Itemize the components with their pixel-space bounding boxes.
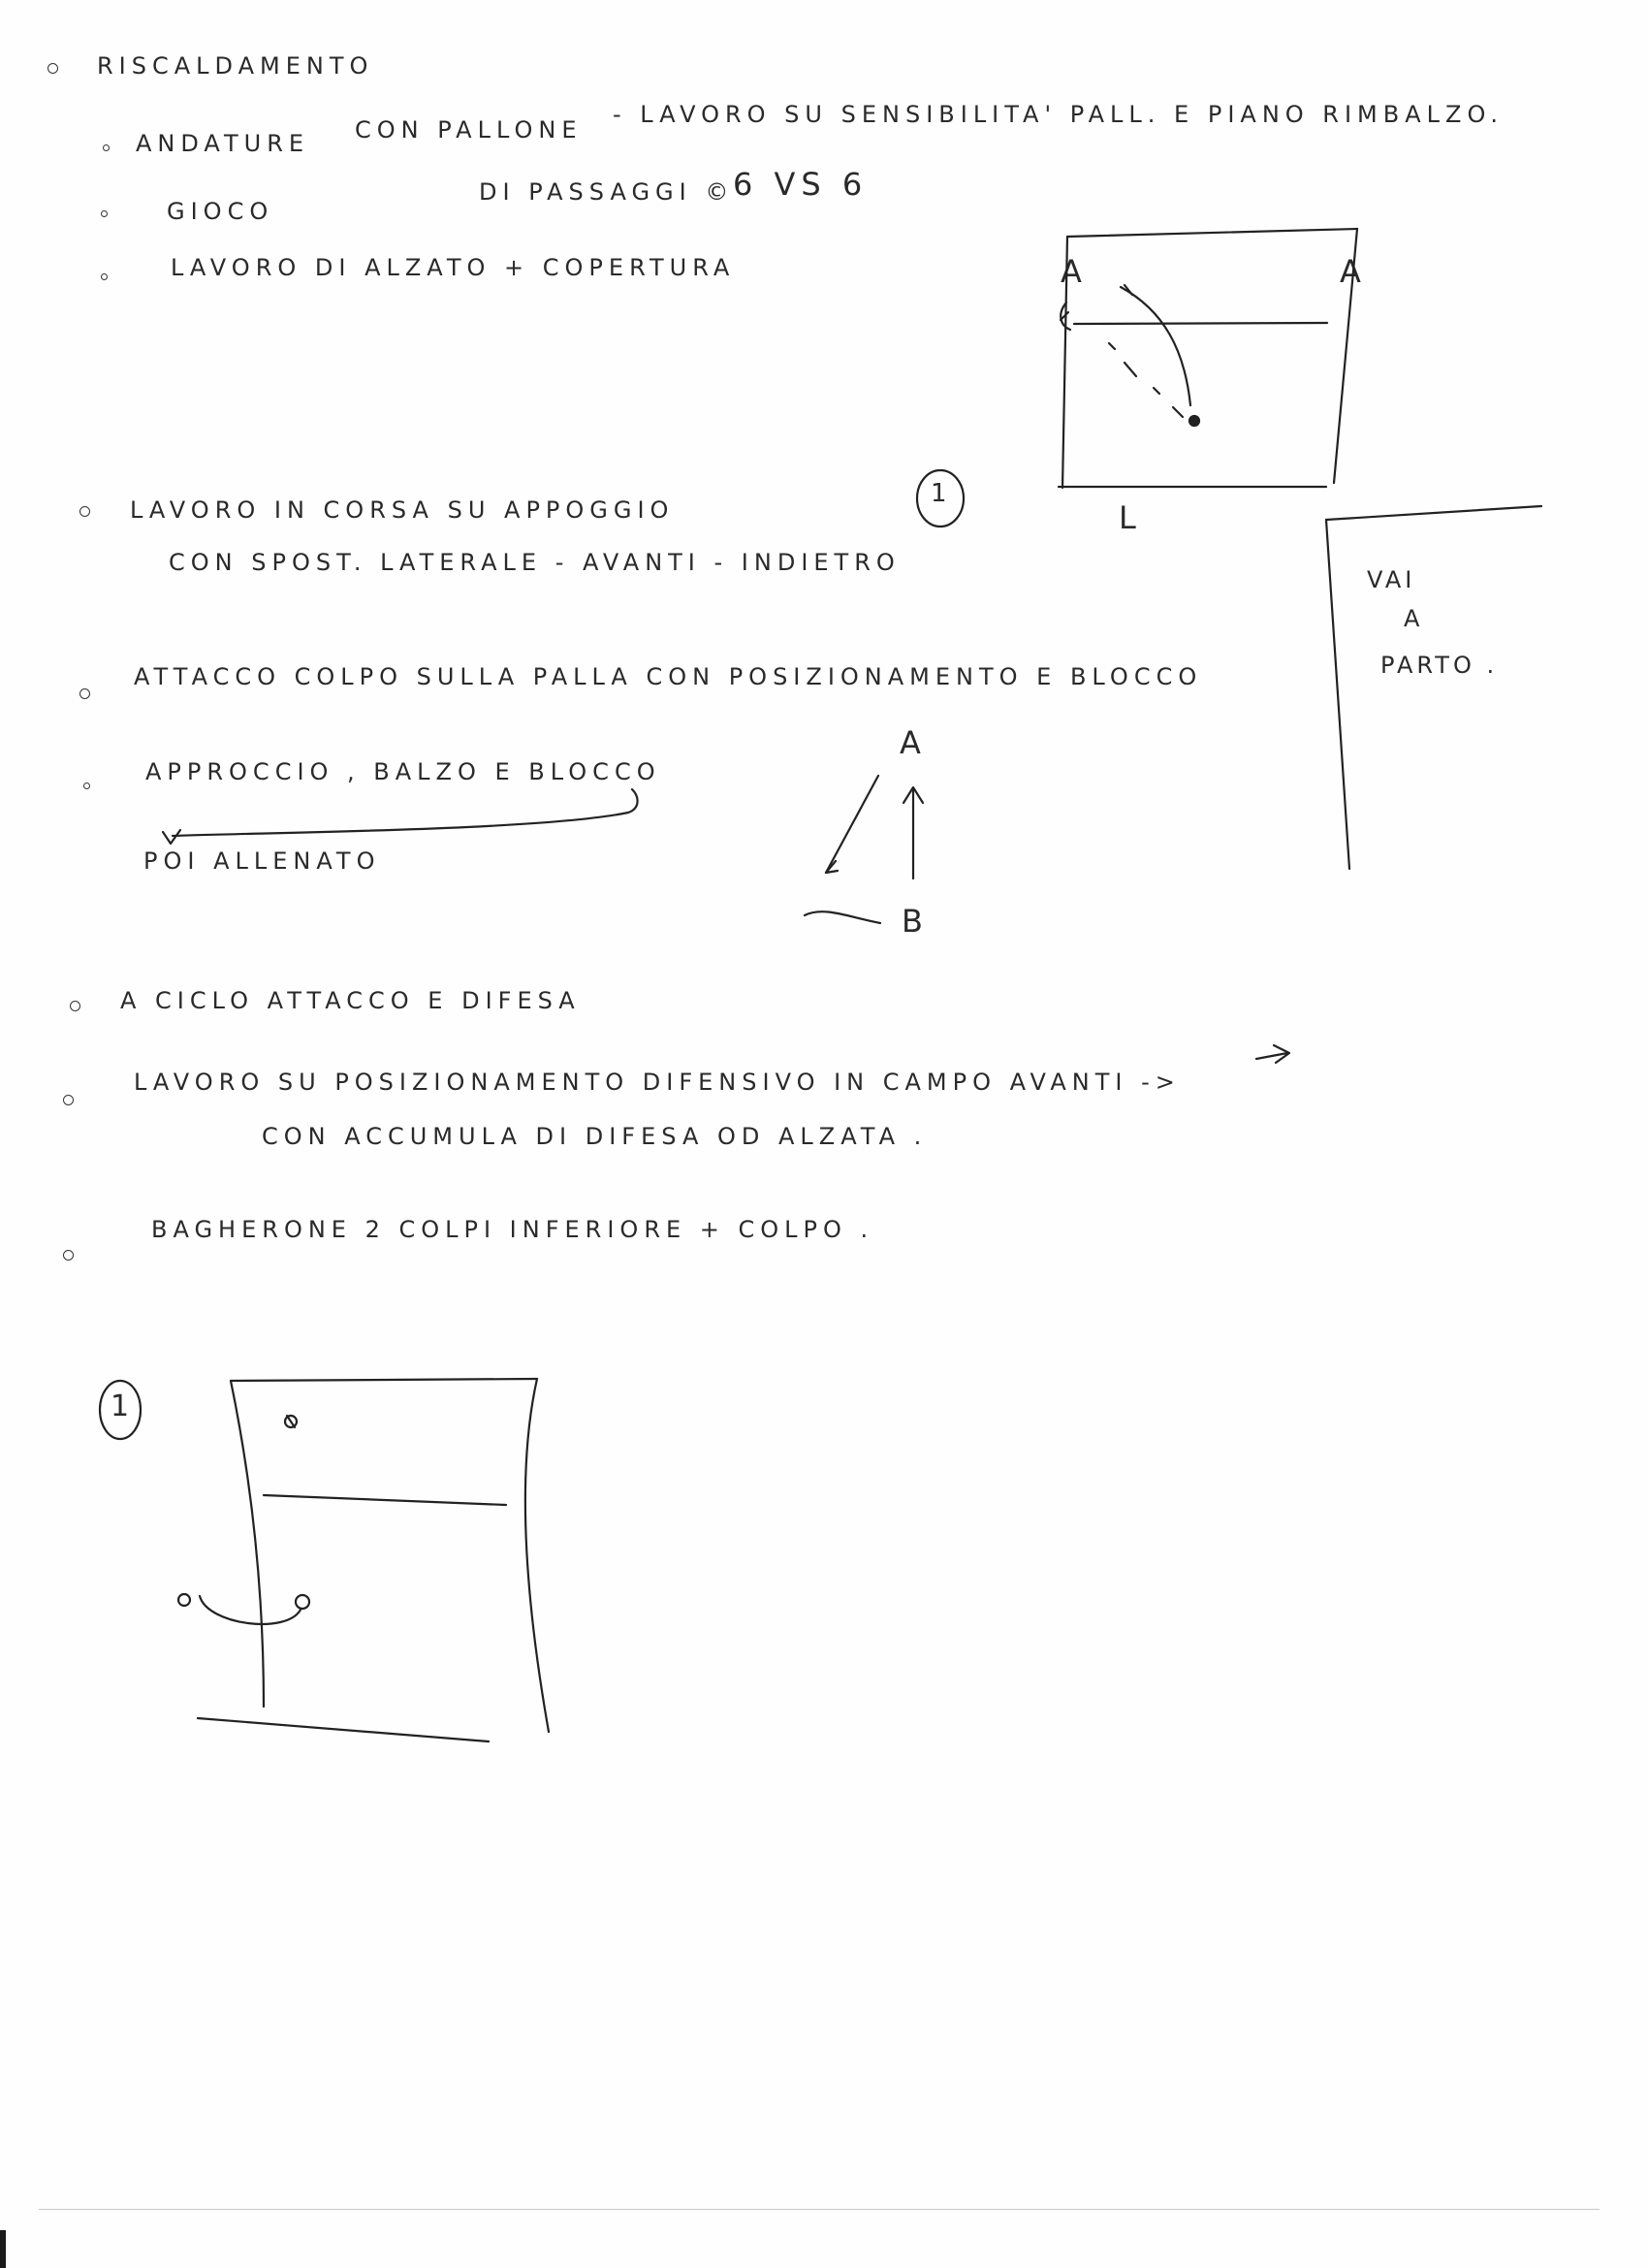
note-andature-1: ANDATURE: [136, 130, 310, 157]
triangle-b-label: B: [902, 903, 923, 940]
page-bottom-rule: [39, 2209, 1600, 2210]
note-attacco: ATTACCO COLPO SULLA PALLA CON POSIZIONAMENTO E BLOCCO: [134, 663, 1203, 690]
court-a-label-right: A: [1340, 253, 1361, 290]
scan-edge-mark: [0, 2230, 6, 2268]
circle-1-upper: [917, 470, 964, 527]
note-poi-all: POI ALLENATO: [143, 847, 381, 875]
note-gioco-1: GIOCO: [167, 198, 274, 225]
note-gioco-3: 6 VS 6: [733, 166, 869, 203]
triangle-diagram: [805, 776, 923, 923]
note-lavoro-alzato: LAVORO DI ALZATO + COPERTURA: [171, 254, 736, 281]
approccio-arrowhead: [163, 830, 180, 844]
note-approccio: APPROCCIO , BALZO E BLOCCO: [145, 758, 661, 785]
note-lavoro-corsa-1: LAVORO IN CORSA SU APPOGGIO: [130, 496, 675, 524]
court-diagram-top: [1059, 229, 1357, 488]
circled-1-upper: 1: [931, 479, 947, 508]
approccio-curve: [173, 789, 638, 836]
side-note-line-2: A: [1404, 605, 1424, 632]
court-diagram-bottom: [178, 1379, 549, 1741]
note-andature-3: - LAVORO SU SENSIBILITA' PALL. E PIANO RIMBALZO.: [613, 101, 1504, 128]
side-note-line-1: VAI: [1367, 566, 1416, 593]
note-bagher: BAGHERONE 2 COLPI INFERIORE + COLPO .: [151, 1216, 874, 1243]
note-posizionamento-1: LAVORO SU POSIZIONAMENTO DIFENSIVO IN CAMPO AVANTI ->: [134, 1069, 1181, 1096]
court-l-label: L: [1119, 499, 1136, 536]
triangle-a-label: A: [900, 724, 921, 761]
note-andature-2: CON PALLONE: [355, 116, 583, 144]
circle-1-lower: [100, 1381, 141, 1439]
note-ciclo: A CICLO ATTACCO E DIFESA: [120, 987, 581, 1014]
circled-1-lower: 1: [111, 1390, 130, 1423]
note-riscaldamento: RISCALDAMENTO: [97, 52, 374, 80]
note-gioco-2: DI PASSAGGI ©: [479, 178, 735, 206]
side-note-line-3: PARTO .: [1380, 652, 1499, 679]
note-lavoro-corsa-2: CON SPOST. LATERALE - AVANTI - INDIETRO: [169, 549, 901, 576]
court-a-label-left: A: [1061, 253, 1082, 290]
side-box: [1326, 506, 1541, 869]
note-posizionamento-2: CON ACCUMULA DI DIFESA OD ALZATA .: [262, 1123, 928, 1150]
arrow-right: [1256, 1045, 1289, 1063]
